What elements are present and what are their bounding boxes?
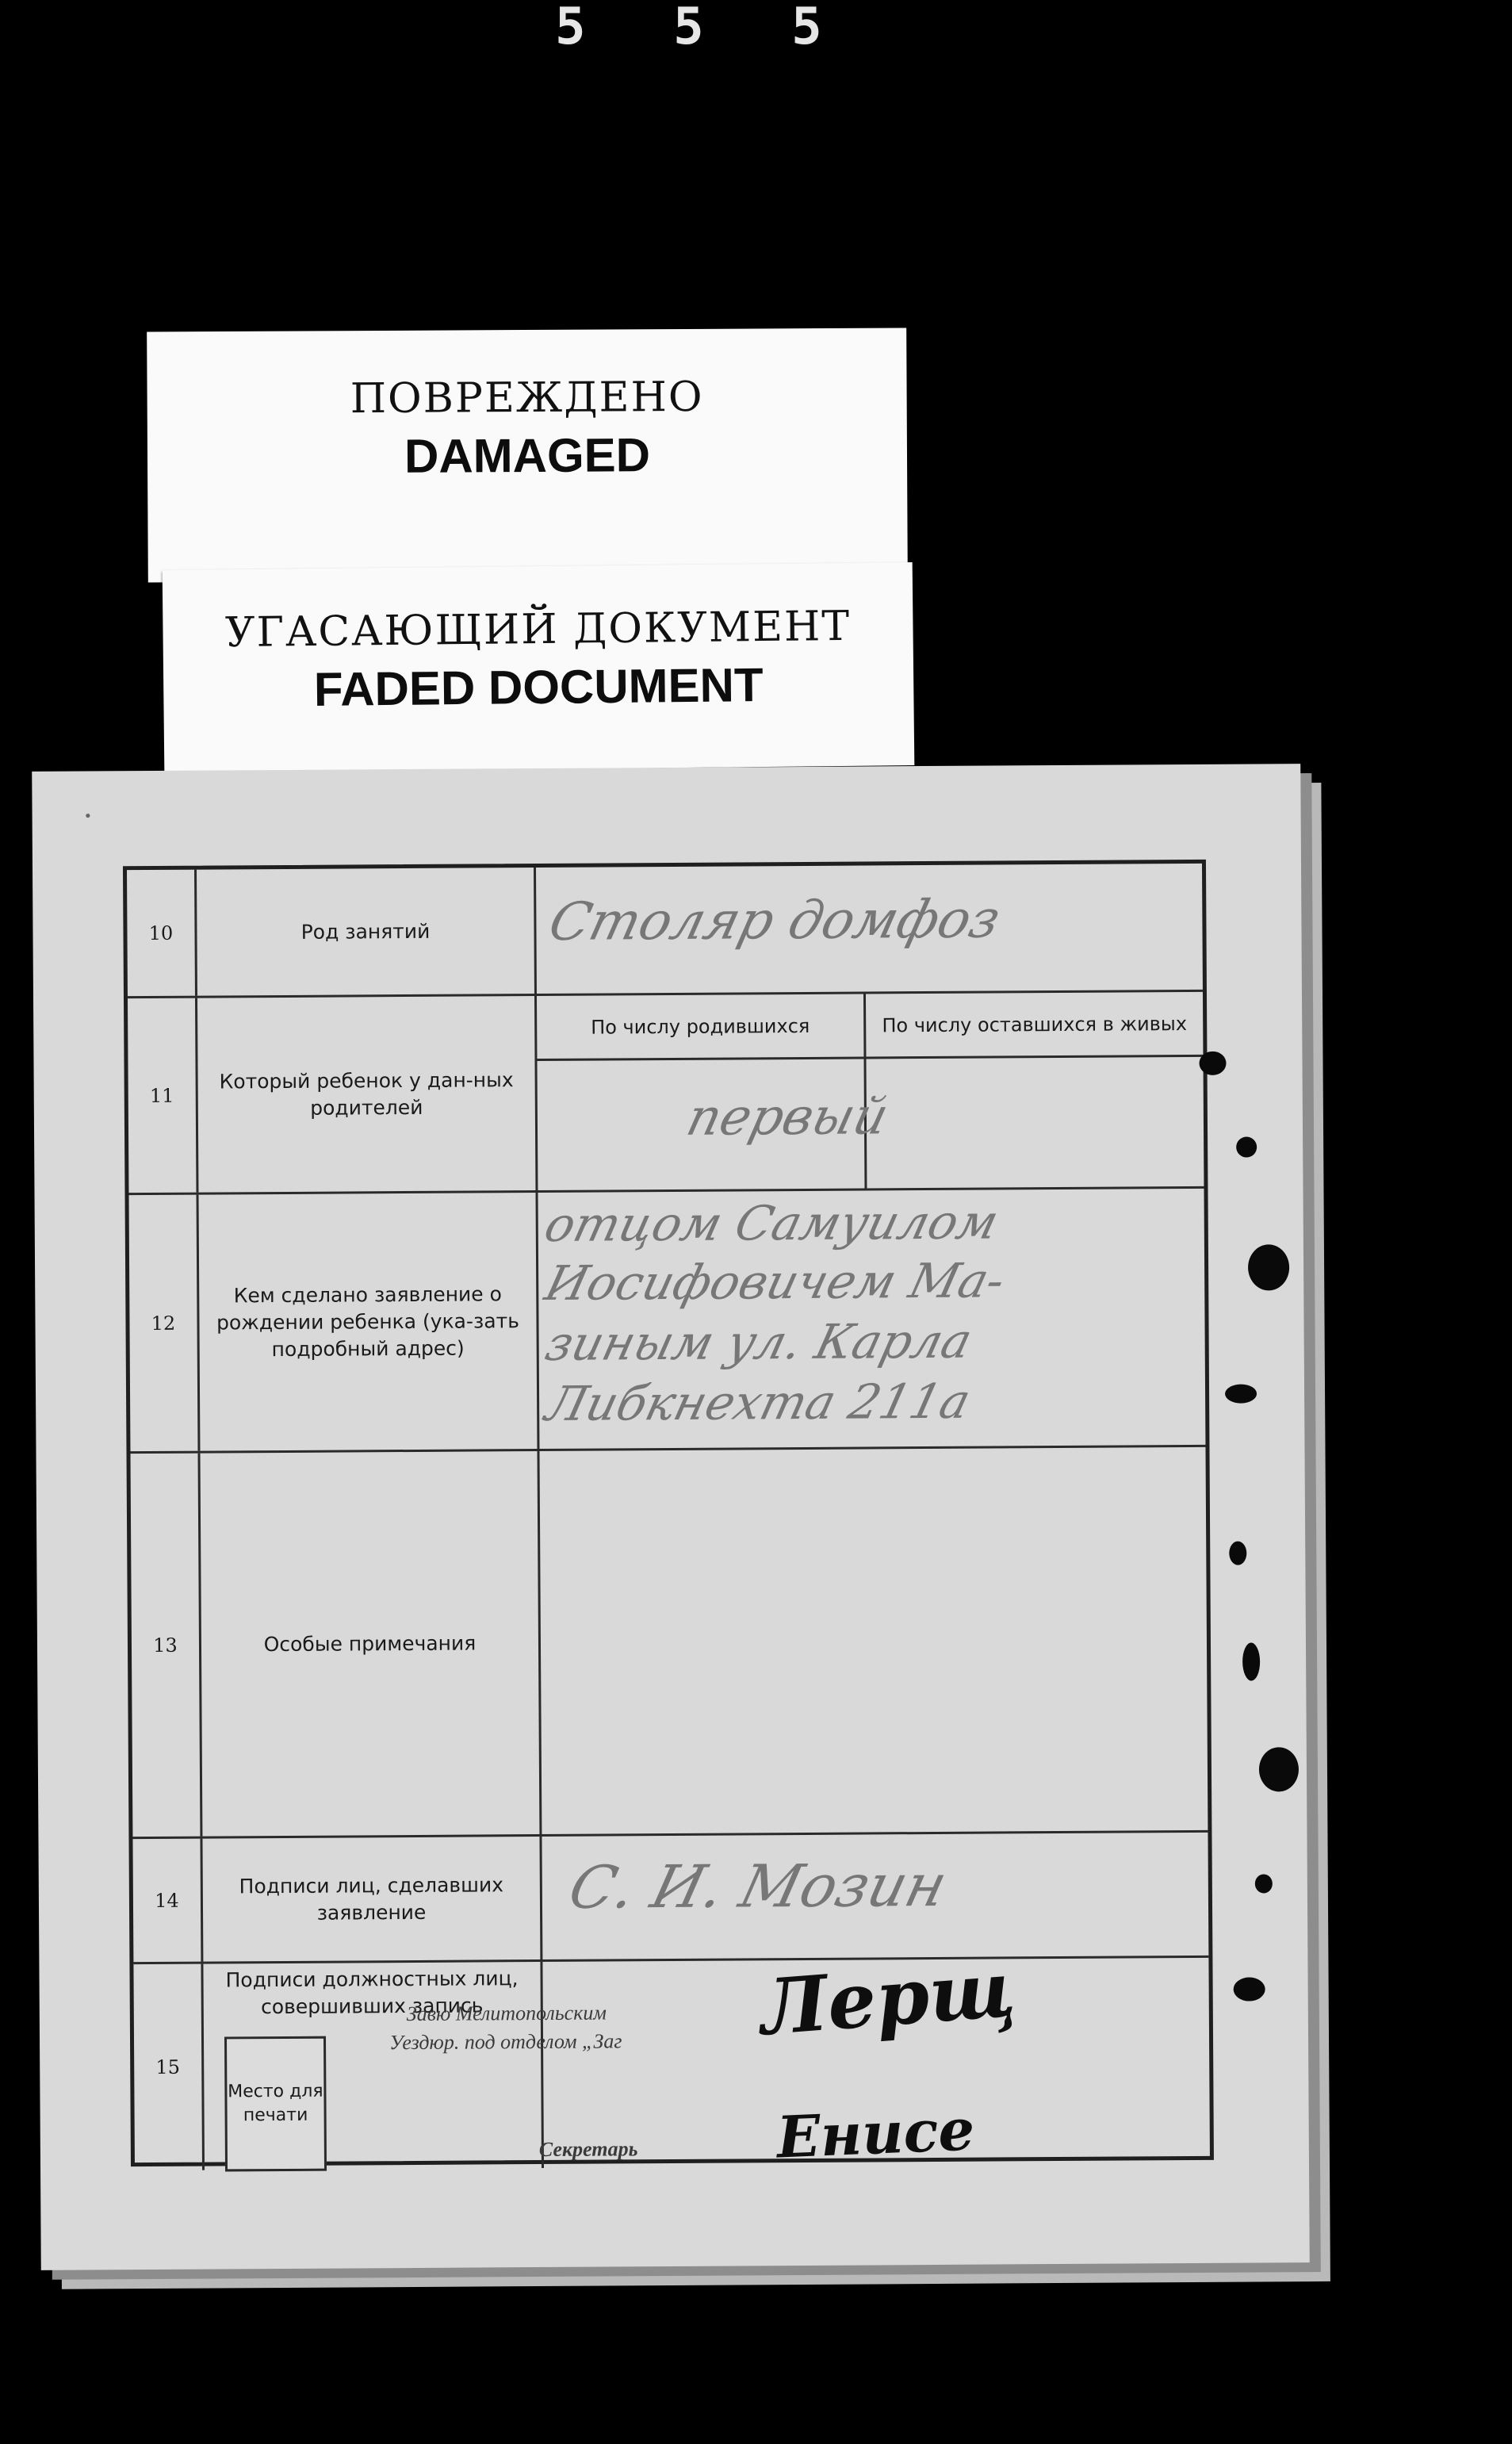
binding-hole <box>1234 1977 1265 2001</box>
informant-handwriting-line: Либкнехта 211а <box>540 1373 976 1433</box>
row-value <box>539 1447 1208 1834</box>
row-number: 10 <box>127 870 197 997</box>
faded-label-ru: УГАСАЮЩИЙ ДОКУМЕНТ <box>224 602 852 657</box>
row-label: Род занятий <box>197 868 537 996</box>
born-count-header: По числу родившихся <box>537 994 863 1062</box>
row-label: Который ребенок у дан-ных родителей <box>197 996 538 1193</box>
damaged-label-ru: ПОВРЕЖДЕНО <box>350 373 704 423</box>
row-value <box>542 1833 1208 1959</box>
corner-mark: · <box>82 798 94 835</box>
row-label: Особые примечания <box>200 1451 542 1837</box>
stamp-placeholder-box: Место для печати <box>224 2036 327 2172</box>
row-value <box>542 1958 1210 2171</box>
row-label: Кем сделано заявление о рождении ребенка (ука-зать подробный адрес) <box>199 1193 540 1451</box>
row-10 <box>127 864 1203 998</box>
row-12 <box>129 1189 1206 1454</box>
official-signature: Лерщ <box>756 1944 1019 2053</box>
surviving-count-header: По числу оставшихся в живых <box>866 992 1203 1059</box>
informant-signature: С. И. Мозин <box>562 1851 954 1922</box>
row-label: Подписи лиц, сделавших заявление <box>202 1837 542 1962</box>
informant-handwriting-line: отцом Самуилом <box>539 1194 1005 1254</box>
registry-stamp-line: Завю Мелитопольским <box>406 2001 607 2026</box>
binding-hole <box>1242 1642 1260 1680</box>
damaged-label <box>147 328 908 582</box>
row-value <box>537 992 1204 1190</box>
binding-hole <box>1199 1052 1226 1075</box>
record-sheet <box>32 764 1310 2270</box>
row-13 <box>130 1447 1208 1839</box>
informant-handwriting-line: Иосифовичем Ма- <box>539 1253 1011 1312</box>
binding-hole <box>1229 1542 1246 1565</box>
row-number: 15 <box>133 1964 205 2171</box>
faded-label-en: FADED DOCUMENT <box>313 658 764 716</box>
row-label: Подписи должностных лиц, совершивших запись <box>225 1967 519 2019</box>
row-14 <box>132 1833 1208 1964</box>
archive-page-number: 5 5 5 <box>555 0 851 56</box>
damaged-label-en: DAMAGED <box>404 428 651 483</box>
row-number: 11 <box>128 998 198 1193</box>
child-order-handwriting: первый <box>680 1087 894 1147</box>
row-number: 12 <box>129 1195 201 1452</box>
secretary-signature: Енисе <box>775 2095 976 2171</box>
secretary-label: Секретарь <box>538 2137 638 2162</box>
registry-stamp-line: Уездюр. под отделом „Заг <box>389 2029 622 2055</box>
birth-record-form <box>123 860 1214 2171</box>
row-number: 14 <box>132 1839 203 1963</box>
binding-hole <box>1236 1136 1257 1157</box>
binding-hole <box>1248 1244 1289 1290</box>
binding-hole <box>1255 1874 1273 1893</box>
faded-document-label <box>163 562 915 773</box>
informant-handwriting-line: зиным ул. Карла <box>540 1313 978 1373</box>
row-15 <box>133 1944 1210 2171</box>
row-value <box>538 1189 1205 1449</box>
binding-hole <box>1225 1384 1257 1403</box>
binding-hole <box>1259 1747 1299 1791</box>
row-label-cell <box>203 1962 544 2170</box>
row-value <box>536 864 1203 994</box>
occupation-handwriting: Столяр домфоз <box>543 888 1007 952</box>
row-number: 13 <box>130 1454 202 1837</box>
row-11 <box>128 992 1204 1195</box>
